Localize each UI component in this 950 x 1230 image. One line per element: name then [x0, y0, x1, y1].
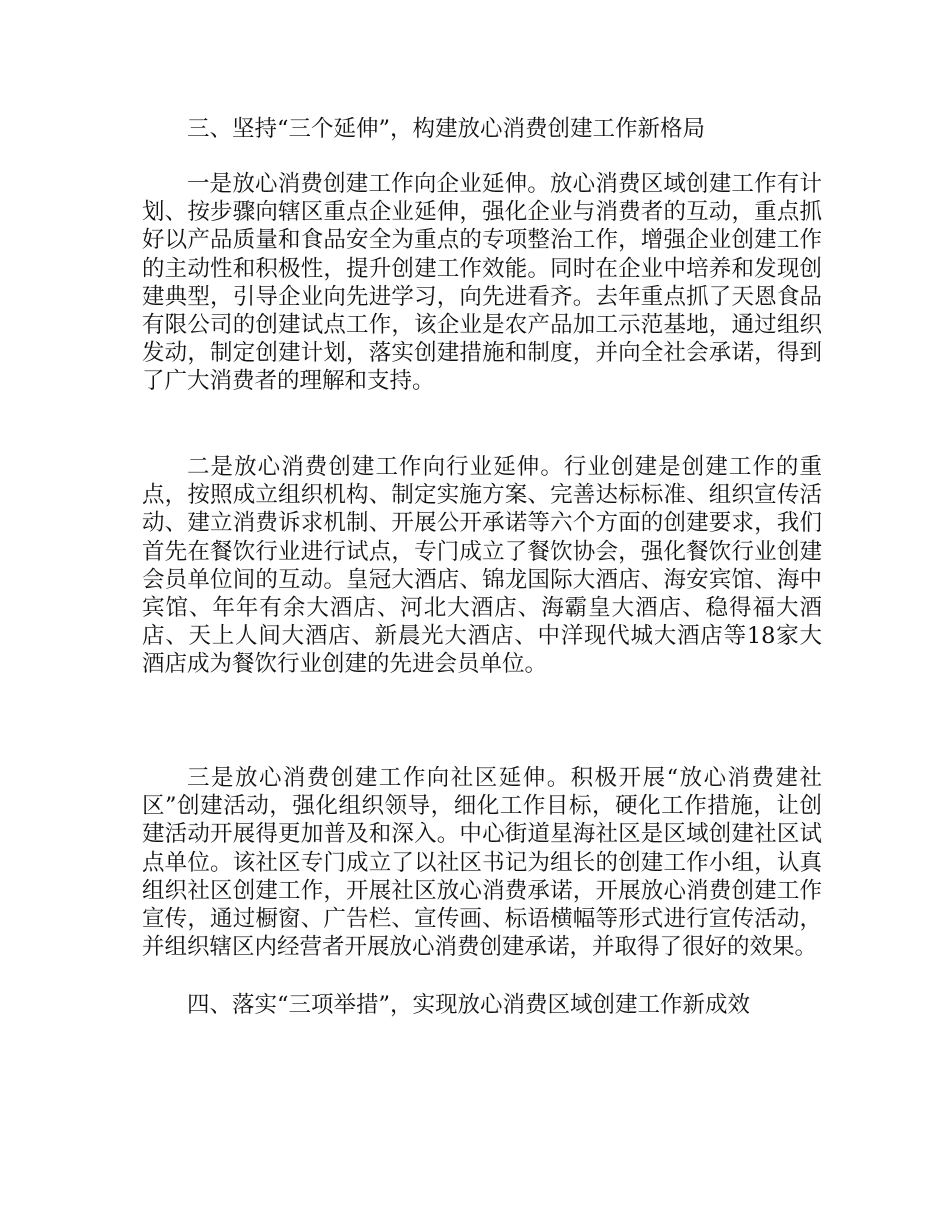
- section-heading-four: 四、落实“三项举措”，实现放心消费区域创建工作新成效: [187, 992, 751, 1018]
- section-heading-three: 三、坚持“三个延伸”，构建放心消费创建工作新格局: [187, 116, 706, 142]
- paragraph-industry-extension: 二是放心消费创建工作向行业延伸。行业创建是创建工作的重点，按照成立组织机构、制定实施方案、完善达标标准、组织宣传活动、建立消费诉求机制、开展公开承诺等六个方面的创建要求，我们首先在餐饮行业进行试点，专门成立了餐饮协会，强化餐饮行业创建会员单位间的互动。皇冠大酒店、锦龙国际大酒店、海安宾馆、海中宾馆、年年有余大酒店、河北大酒店、海霸皇大酒店、稳得福大酒店、天上人间大酒店、新晨光大酒店、中洋现代城大酒店等18家大酒店成为餐饮行业创建的先进会员单位。: [142, 454, 822, 678]
- paragraph-enterprise-extension: 一是放心消费创建工作向企业延伸。放心消费区域创建工作有计划、按步骤向辖区重点企业延伸，强化企业与消费者的互动，重点抓好以产品质量和食品安全为重点的专项整治工作，增强企业创建工作的主动性和积极性，提升创建工作效能。同时在企业中培养和发现创建典型，引导企业向先进学习，向先进看齐。去年重点抓了天恩食品有限公司的创建试点工作，该企业是农产品加工示范基地，通过组织发动，制定创建计划，落实创建措施和制度，并向全社会承诺，得到了广大消费者的理解和支持。: [142, 171, 822, 395]
- paragraph-community-extension: 三是放心消费创建工作向社区延伸。积极开展“放心消费建社区”创建活动，强化组织领导，细化工作目标，硬化工作措施，让创建活动开展得更加普及和深入。中心街道星海社区是区域创建社区试点单位。该社区专门成立了以社区书记为组长的创建工作小组，认真组织社区创建工作，开展社区放心消费承诺，开展放心消费创建工作宣传，通过橱窗、广告栏、宣传画、标语横幅等形式进行宣传活动，并组织辖区内经营者开展放心消费创建承诺，并取得了很好的效果。: [142, 765, 822, 961]
